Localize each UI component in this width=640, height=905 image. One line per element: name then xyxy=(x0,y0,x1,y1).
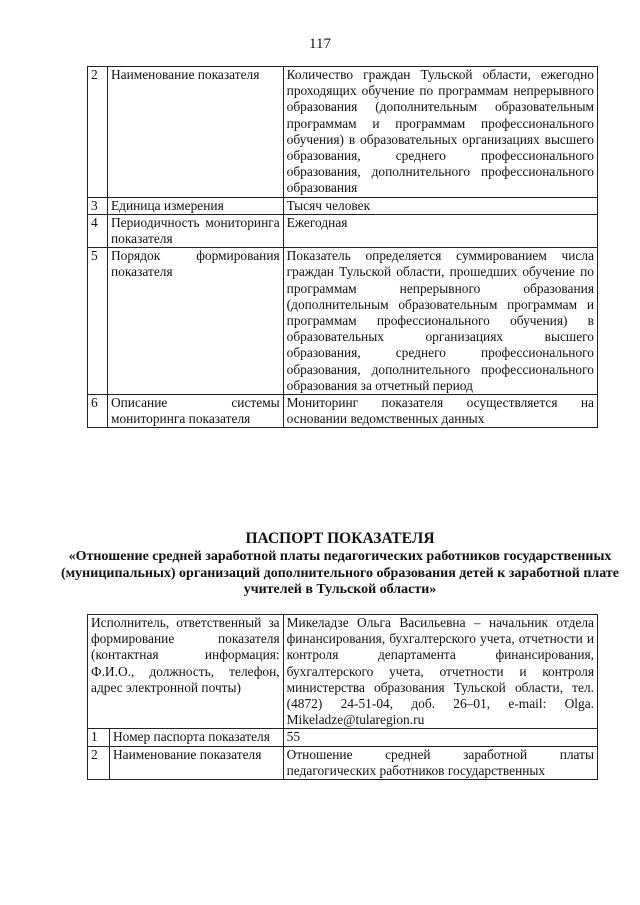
row-label: Наименование показателя xyxy=(107,67,283,198)
row-number: 2 xyxy=(88,67,108,198)
table-row xyxy=(88,197,598,214)
passport-subtitle: «Отношение средней заработной платы педагогических работников государственных (муниципальных) организаций дополнительного образования детей к заработной плате учителей в Тульской области» xyxy=(60,549,620,597)
indicator-table-continued xyxy=(87,66,598,428)
table-row xyxy=(88,248,598,395)
table-row xyxy=(88,395,598,428)
table-row xyxy=(88,615,598,729)
row-number: 5 xyxy=(88,248,108,395)
row-label: Описание системы мониторинга показателя xyxy=(107,395,283,428)
row-number: 6 xyxy=(88,395,108,428)
passport-table xyxy=(87,614,598,780)
row-label: Порядок формирования показателя xyxy=(107,248,283,395)
row-number: 2 xyxy=(88,746,110,779)
row-label: Номер паспорта показателя xyxy=(109,729,283,746)
row-value: Тысяч человек xyxy=(283,197,597,214)
row-label: Наименование показателя xyxy=(109,746,283,779)
row-number: 4 xyxy=(88,214,108,247)
row-value: Ежегодная xyxy=(283,214,597,247)
row-value: 55 xyxy=(283,729,597,746)
passport-heading: ПАСПОРТ ПОКАЗАТЕЛЯ xyxy=(245,530,435,547)
row-value: Мониторинг показателя осуществляется на основании ведомственных данных xyxy=(283,395,597,428)
executor-label: Исполнитель, ответственный за формирование показателя (контактная информация: Ф.И.О., должность, телефон, адрес электронной почты) xyxy=(88,615,284,729)
row-value: Количество граждан Тульской области, ежегодно проходящих обучение по программам непрерывного образования (дополнительным образовательным программам и программам профессионального обучения) в образовательных организациях высшего образования, среднего профессионального образования, дополнительного профессионального образования xyxy=(283,67,597,198)
table-row xyxy=(88,67,598,198)
row-number: 3 xyxy=(88,197,108,214)
table-row xyxy=(88,746,598,779)
row-number: 1 xyxy=(88,729,110,746)
row-label: Единица измерения xyxy=(107,197,283,214)
table-row xyxy=(88,214,598,247)
row-value: Показатель определяется суммированием числа граждан Тульской области, прошедших обучение по программам непрерывного образования (дополнительным образовательным программам и программам профессионального обучения) в образовательных организациях высшего образования, среднего профессионального образования, дополнительного профессионального образования за отчетный период xyxy=(283,248,597,395)
row-label: Периодичность мониторинга показателя xyxy=(107,214,283,247)
executor-value: Микеладзе Ольга Васильевна – начальник отдела финансирования, бухгалтерского учета, отчетности и контроля департамента финансирования, бухгалтерского учета, отчетности и контроля министерства образования Тульской области, тел. (4872) 24-51-04, доб. 26–01, e-mail: Olga. Mikeladze@tularegion.ru xyxy=(283,615,597,729)
table-row xyxy=(88,729,598,746)
page-number: 117 xyxy=(309,36,331,52)
row-value: Отношение средней заработной платы педагогических работников государственных xyxy=(283,746,597,779)
